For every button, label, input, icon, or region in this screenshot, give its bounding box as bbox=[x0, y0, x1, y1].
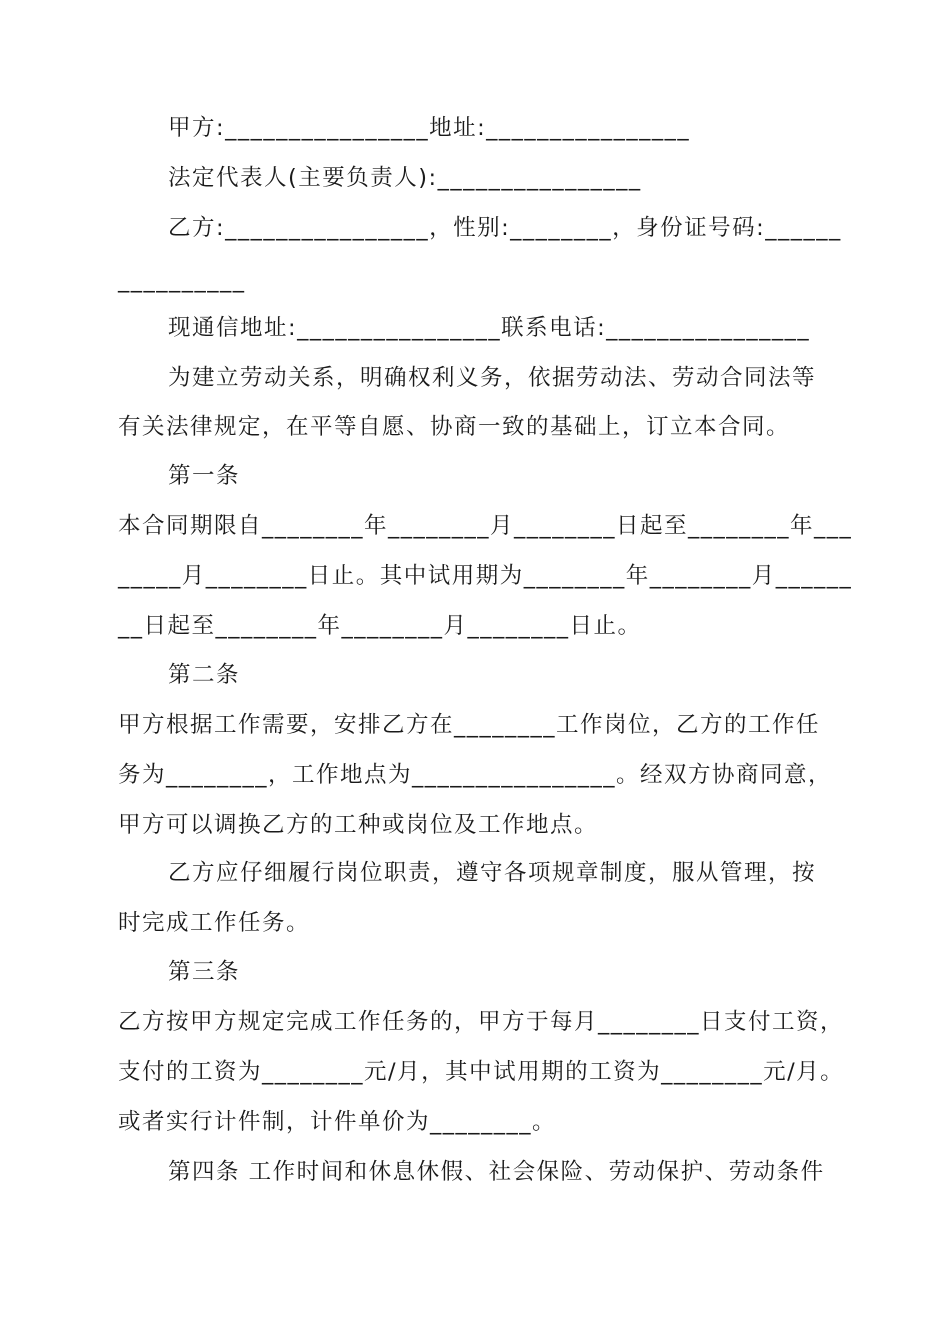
party-b-line: 乙方:________________，性别:________，身份证号码:______ bbox=[168, 215, 842, 241]
article-2-duty-line-1: 乙方应仔细履行岗位职责，遵守各项规章制度，服从管理，按 bbox=[168, 860, 817, 886]
article-1-line-3: __日起至________年________月________日止。 bbox=[118, 613, 642, 639]
party-a-line: 甲方:________________地址:________________ bbox=[168, 115, 691, 141]
article-3-line-3: 或者实行计件制，计件单价为________。 bbox=[118, 1109, 557, 1135]
article-2-line-3: 甲方可以调换乙方的工种或岗位及工作地点。 bbox=[118, 812, 599, 838]
article-2-heading: 第二条 bbox=[168, 662, 241, 688]
address-phone-line: 现通信地址:________________联系电话:________________ bbox=[168, 315, 811, 341]
article-2-line-2: 务为________，工作地点为________________。经双方协商同意， bbox=[118, 762, 833, 788]
article-3-line-1: 乙方按甲方规定完成工作任务的，甲方于每月________日支付工资， bbox=[118, 1009, 845, 1035]
article-1-line-2: _____月________日止。其中试用期为________年________月______ bbox=[118, 563, 853, 589]
preamble-line-1: 为建立劳动关系，明确权利义务，依据劳动法、劳动合同法等 bbox=[168, 365, 817, 391]
article-3-heading: 第三条 bbox=[168, 959, 241, 985]
article-2-line-1: 甲方根据工作需要，安排乙方在________工作岗位，乙方的工作任 bbox=[118, 712, 821, 738]
article-1-line-1: 本合同期限自________年________月________日起至________年___ bbox=[118, 513, 853, 539]
article-1-heading: 第一条 bbox=[168, 463, 241, 489]
article-4-heading: 第四条 工作时间和休息休假、社会保险、劳动保护、劳动条件 bbox=[168, 1159, 825, 1185]
party-b-line-continued: __________ bbox=[118, 267, 246, 293]
article-3-line-2: 支付的工资为________元/月，其中试用期的工资为________元/月。 bbox=[118, 1059, 845, 1085]
preamble-line-2: 有关法律规定，在平等自愿、协商一致的基础上，订立本合同。 bbox=[118, 414, 791, 440]
article-2-duty-line-2: 时完成工作任务。 bbox=[118, 910, 311, 936]
legal-representative-line: 法定代表人(主要负责人):________________ bbox=[168, 165, 642, 191]
